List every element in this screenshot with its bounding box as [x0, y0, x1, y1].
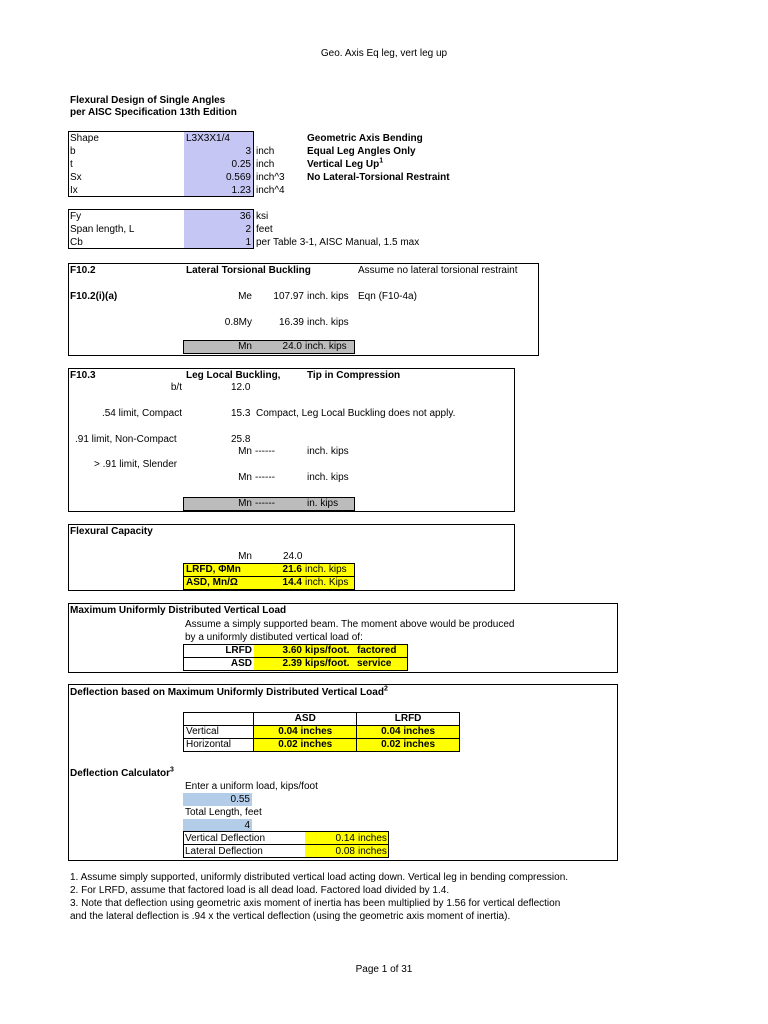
calc-lat-value: 0.08 — [335, 846, 355, 857]
load-asd-note: service — [357, 658, 392, 669]
ltb-title: Lateral Torsional Buckling — [186, 265, 311, 276]
llb-mn1-unit: inch. kips — [307, 446, 349, 457]
deflection-title-sup: 2 — [383, 685, 388, 693]
deflection-asd-cell — [254, 726, 357, 739]
llb-mn3-value: ------ — [255, 498, 275, 509]
deflection-asd-unit: inches — [300, 726, 333, 737]
calc-load-input[interactable]: 0.55 — [183, 793, 252, 806]
note-vertical-leg-text: Vertical Leg Up — [307, 159, 380, 170]
input-unit-span: feet — [256, 224, 273, 235]
prop-unit-ix: inch^4 — [256, 185, 285, 196]
capacity-mn-value: 24.0 — [283, 551, 303, 562]
calc-lat-label: Lateral Deflection — [185, 846, 263, 857]
capacity-lrfd-value: 21.6 — [282, 564, 302, 575]
prop-unit-b: inch — [256, 146, 275, 157]
footnote-3: 3. Note that deflection using geometric axis moment of inertia has been multiplied by 1.56 for vertical deflection — [70, 898, 561, 909]
llb-mn2-value: ------ — [255, 472, 275, 483]
prop-label-ix: Ix — [70, 185, 78, 196]
calculator-title — [70, 767, 174, 780]
note-geometric-axis: Geometric Axis Bending — [307, 133, 423, 144]
calc-vert-unit: inches — [358, 833, 387, 844]
load-asd-value: 2.39 — [282, 658, 302, 669]
llb-compact-label: .54 limit, Compact — [101, 408, 182, 419]
ltb-mn-value: 24.0 — [282, 341, 302, 352]
llb-bt-value: 12.0 — [231, 382, 251, 393]
note-vertical-leg-sup: 1 — [379, 157, 384, 165]
deflection-table — [183, 712, 460, 752]
llb-title2: Tip in Compression — [307, 370, 401, 381]
table-row — [184, 726, 460, 739]
ltb-me-label: Me — [238, 291, 252, 302]
deflection-lrfd-value: 0.04 — [381, 726, 401, 737]
llb-mn2-label: Mn — [238, 472, 252, 483]
prop-label-b: b — [70, 146, 76, 157]
llb-mn1-label: Mn — [238, 446, 252, 457]
page-number: Page 1 of 31 — [355, 964, 413, 975]
llb-title: Leg Local Buckling, — [186, 370, 281, 381]
llb-mn1-value: ------ — [255, 446, 275, 457]
load-lrfd-unit: kips/foot. — [305, 645, 350, 656]
prop-label-t: t — [70, 159, 73, 170]
doc-title-line1: Flexural Design of Single Angles — [70, 95, 226, 106]
ltb-my-unit: inch. kips — [307, 317, 349, 328]
ltb-my-value: 16.39 — [278, 317, 304, 328]
input-label-fy: Fy — [70, 211, 82, 222]
capacity-lrfd-unit: inch. kips — [305, 564, 347, 575]
llb-mn2-unit: inch. kips — [307, 472, 349, 483]
load-line1: Assume a simply supported beam. The moment above would be produced — [185, 619, 515, 630]
load-title: Maximum Uniformly Distributed Vertical Load — [70, 605, 287, 616]
deflection-title — [70, 686, 388, 699]
llb-noncompact-label: .91 limit, Non-Compact — [75, 434, 177, 445]
calc-lat-unit: inches — [358, 846, 387, 857]
prop-value-shape: L3X3X1/4 — [186, 133, 230, 144]
ltb-me-value: 107.97 — [273, 291, 304, 302]
page-header: Geo. Axis Eq leg, vert leg up — [320, 48, 448, 59]
load-asd-label: ASD — [230, 658, 252, 669]
capacity-asd-unit: inch. Kips — [305, 577, 349, 588]
load-asd-unit: kips/foot. — [305, 658, 350, 669]
ltb-my-label: 0.8My — [224, 317, 252, 328]
note-vertical-leg — [307, 158, 383, 171]
calculator-title-sup: 3 — [170, 766, 174, 774]
llb-compact-note: Compact, Leg Local Buckling does not apply. — [256, 408, 456, 419]
load-lrfd-label: LRFD — [225, 645, 252, 656]
deflection-header-asd: ASD — [254, 713, 357, 726]
input-value-cb: 1 — [245, 237, 251, 248]
calc-vert-value: 0.14 — [335, 833, 355, 844]
ltb-code: F10.2 — [70, 265, 96, 276]
input-label-span: Span length, L — [70, 224, 135, 235]
llb-bt-label: b/t — [170, 382, 182, 393]
prop-value-t: 0.25 — [231, 159, 251, 170]
prop-label-sx: Sx — [70, 172, 82, 183]
input-label-cb: Cb — [70, 237, 83, 248]
ltb-subcode: F10.2(i)(a) — [70, 291, 118, 302]
capacity-lrfd-label: LRFD, ΦMn — [186, 564, 241, 575]
ltb-me-unit: inch. kips — [307, 291, 349, 302]
deflection-table-header — [184, 713, 460, 726]
calculator-title-text: Deflection Calculator — [70, 768, 171, 779]
ltb-mn-unit: inch. kips — [305, 341, 347, 352]
deflection-header-blank — [184, 713, 254, 726]
capacity-asd-label: ASD, Mn/Ω — [186, 577, 238, 588]
deflection-row-label: Vertical — [184, 726, 254, 739]
ltb-note: Assume no lateral torsional restraint — [358, 265, 518, 276]
ltb-me-eqn: Eqn (F10-4a) — [358, 291, 417, 302]
deflection-asd-cell — [254, 739, 357, 752]
prop-unit-sx: inch^3 — [256, 172, 285, 183]
deflection-header-lrfd: LRFD — [357, 713, 460, 726]
note-no-ltr: No Lateral-Torsional Restraint — [307, 172, 450, 183]
deflection-lrfd-unit: inches — [403, 739, 436, 750]
prop-value-b: 3 — [245, 146, 251, 157]
deflection-asd-value: 0.04 — [278, 726, 298, 737]
llb-code: F10.3 — [70, 370, 96, 381]
footnote-3-cont: and the lateral deflection is .94 x the vertical deflection (using the geometric axis moment of inertia). — [70, 911, 511, 922]
deflection-asd-unit: inches — [300, 739, 333, 750]
ltb-mn-label: Mn — [238, 341, 252, 352]
calc-length-label: Total Length, feet — [185, 807, 262, 818]
deflection-lrfd-unit: inches — [403, 726, 436, 737]
calc-enter-label: Enter a uniform load, kips/foot — [185, 781, 318, 792]
input-value-fy: 36 — [239, 211, 251, 222]
footnote-1: 1. Assume simply supported, uniformly distributed vertical load acting down. Vertical leg in bending compression. — [70, 872, 569, 883]
calc-vert-label: Vertical Deflection — [185, 833, 266, 844]
table-row — [184, 739, 460, 752]
footnote-2: 2. For LRFD, assume that factored load is all dead load. Factored load divided by 1.4. — [70, 885, 450, 896]
doc-title-line2: per AISC Specification 13th Edition — [70, 107, 237, 118]
load-line2: by a uniformly distibuted vertical load of: — [185, 632, 363, 643]
capacity-asd-value: 14.4 — [282, 577, 302, 588]
capacity-title: Flexural Capacity — [70, 526, 153, 537]
deflection-lrfd-cell — [357, 739, 460, 752]
input-unit-fy: ksi — [256, 211, 269, 222]
prop-value-sx: 0.569 — [225, 172, 251, 183]
llb-slender-label: > .91 limit, Slender — [94, 459, 178, 470]
input-unit-cb: per Table 3-1, AISC Manual, 1.5 max — [256, 237, 420, 248]
calc-length-input[interactable]: 4 — [183, 819, 252, 832]
llb-noncompact-value: 25.8 — [231, 434, 251, 445]
prop-unit-t: inch — [256, 159, 275, 170]
prop-value-ix: 1.23 — [231, 185, 251, 196]
llb-compact-value: 15.3 — [231, 408, 251, 419]
prop-label-shape: Shape — [70, 133, 99, 144]
llb-mn3-unit: in. kips — [307, 498, 339, 509]
input-value-span: 2 — [245, 224, 251, 235]
deflection-title-text: Deflection based on Maximum Uniformly Distributed Vertical Load — [70, 687, 384, 698]
load-lrfd-value: 3.60 — [282, 645, 302, 656]
load-lrfd-note: factored — [357, 645, 397, 656]
llb-mn3-label: Mn — [238, 498, 252, 509]
capacity-mn-label: Mn — [238, 551, 252, 562]
note-equal-leg: Equal Leg Angles Only — [307, 146, 416, 157]
deflection-lrfd-value: 0.02 — [381, 739, 401, 750]
deflection-asd-value: 0.02 — [278, 739, 298, 750]
deflection-lrfd-cell — [357, 726, 460, 739]
deflection-row-label: Horizontal — [184, 739, 254, 752]
